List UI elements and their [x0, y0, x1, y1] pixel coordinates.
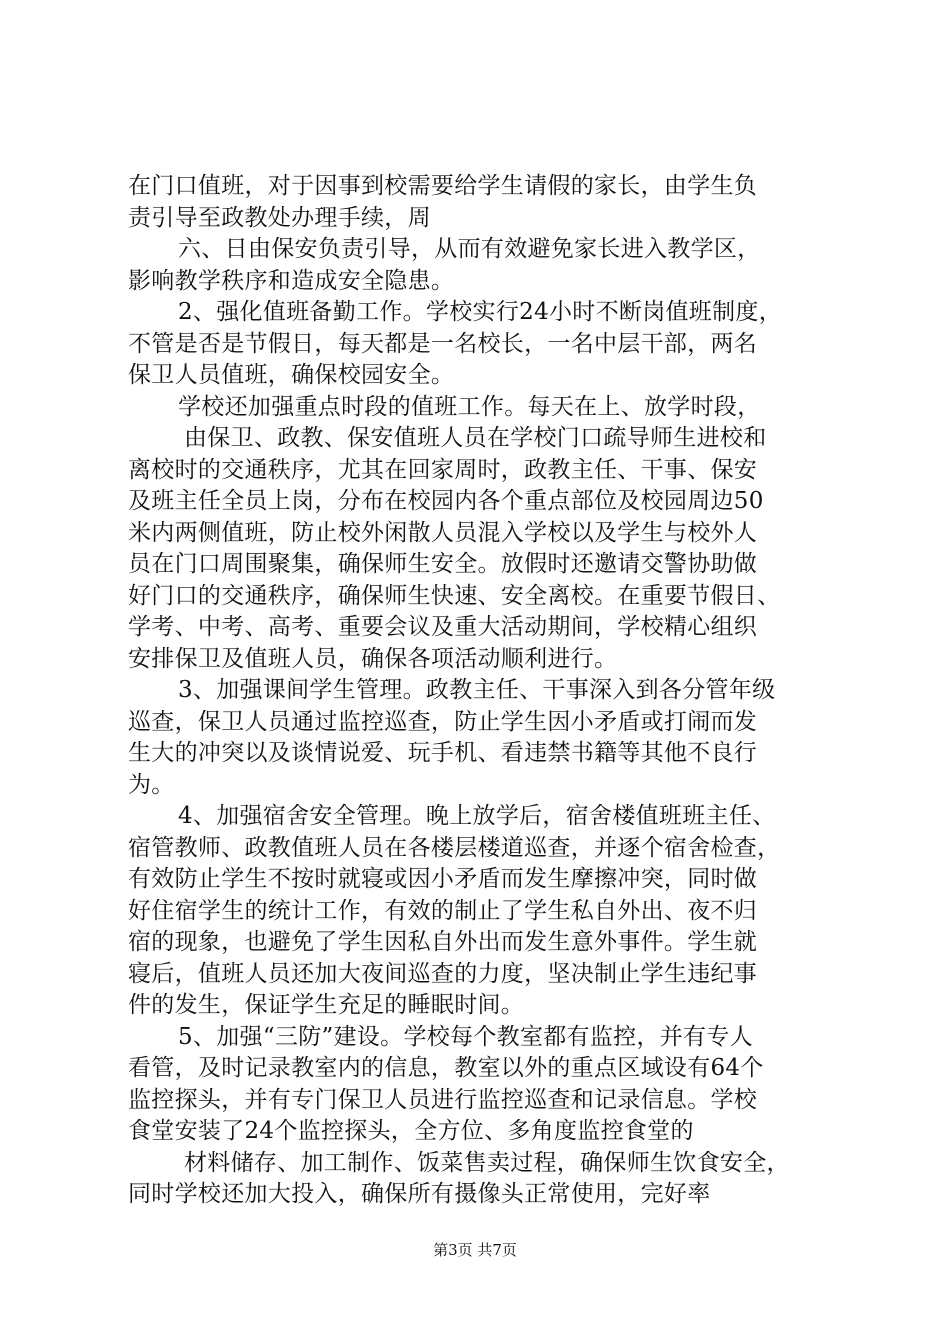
text-line: 影响教学秩序和造成安全隐患。 — [128, 267, 455, 294]
text-line: 及班主任全员上岗，分布在校园内各个重点部位及校园周边50 — [128, 488, 764, 514]
text-line: 食堂安装了24个监控探头，全方位、多角度监控食堂的 — [128, 1118, 694, 1144]
text-line: 5、加强“三防”建设。学校每个教室都有监控，并有专人 — [178, 1023, 753, 1050]
text-line: 2、强化值班备勤工作。学校实行24小时不断岗值班制度， — [178, 299, 782, 325]
text-line: 六、日由保安负责引导，从而有效避免家长进入教学区， — [178, 236, 761, 262]
text-line: 宿的现象，也避免了学生因私自外出而发生意外事件。学生就 — [128, 929, 758, 955]
text-line: 材料储存、加工制作、饭菜售卖过程，确保师生饮食安全， — [184, 1149, 790, 1176]
text-line: 件的发生，保证学生充足的睡眠时间。 — [128, 992, 525, 1018]
text-line: 不管是否是节假日，每天都是一名校长，一名中层干部，两名 — [128, 330, 758, 357]
text-line: 好门口的交通秩序，确保师生快速、安全离校。在重要节假日、 — [128, 582, 781, 609]
page-number-label: 第3页 共7页 — [433, 1241, 517, 1259]
text-line: 保卫人员值班，确保校园安全。 — [128, 362, 455, 388]
text-line: 4、加强宿舍安全管理。晚上放学后，宿舍楼值班班主任、 — [178, 803, 776, 829]
text-line: 安排保卫及值班人员，确保各项活动顺利进行。 — [128, 645, 618, 672]
text-line: 生大的冲突以及谈情说爱、玩手机、看违禁书籍等其他不良行 — [128, 740, 758, 766]
text-line: 学考、中考、高考、重要会议及重大活动期间，学校精心组织 — [128, 614, 758, 640]
text-line: 学校还加强重点时段的值班工作。每天在上、放学时段， — [178, 393, 761, 420]
text-line: 在门口值班，对于因事到校需要给学生请假的家长，由学生负 — [128, 173, 758, 199]
text-line: 有效防止学生不按时就寝或因小矛盾而发生摩擦冲突，同时做 — [128, 866, 758, 892]
text-line: 宿管教师、政教值班人员在各楼层楼道巡查，并逐个宿舍检查， — [128, 834, 781, 861]
text-line: 为。 — [128, 771, 175, 798]
text-line: 同时学校还加大投入，确保所有摄像头正常使用，完好率 — [128, 1181, 711, 1207]
text-line: 由保卫、政教、保安值班人员在学校门口疏导师生进校和 — [184, 425, 767, 451]
text-line: 监控探头，并有专门保卫人员进行监控巡查和记录信息。学校 — [128, 1086, 758, 1113]
text-line: 好住宿学生的统计工作，有效的制止了学生私自外出、夜不归 — [128, 897, 758, 924]
text-line: 巡查，保卫人员通过监控巡查，防止学生因小矛盾或打闹而发 — [128, 708, 758, 735]
text-line: 员在门口周围聚集，确保师生安全。放假时还邀请交警协助做 — [128, 551, 758, 577]
text-line: 寝后，值班人员还加大夜间巡查的力度，坚决制止学生违纪事 — [128, 960, 758, 987]
text-line: 看管，及时记录教室内的信息，教室以外的重点区域设有64个 — [128, 1055, 764, 1081]
text-line: 责引导至政教处办理手续，周 — [128, 204, 431, 231]
body-text — [128, 171, 828, 1211]
text-line: 3、加强课间学生管理。政教主任、干事深入到各分管年级 — [178, 677, 776, 703]
text-line: 米内两侧值班，防止校外闲散人员混入学校以及学生与校外人 — [128, 519, 758, 546]
page-footer — [0, 1240, 950, 1260]
text-line: 离校时的交通秩序，尤其在回家周时，政教主任、干事、保安 — [128, 456, 758, 483]
